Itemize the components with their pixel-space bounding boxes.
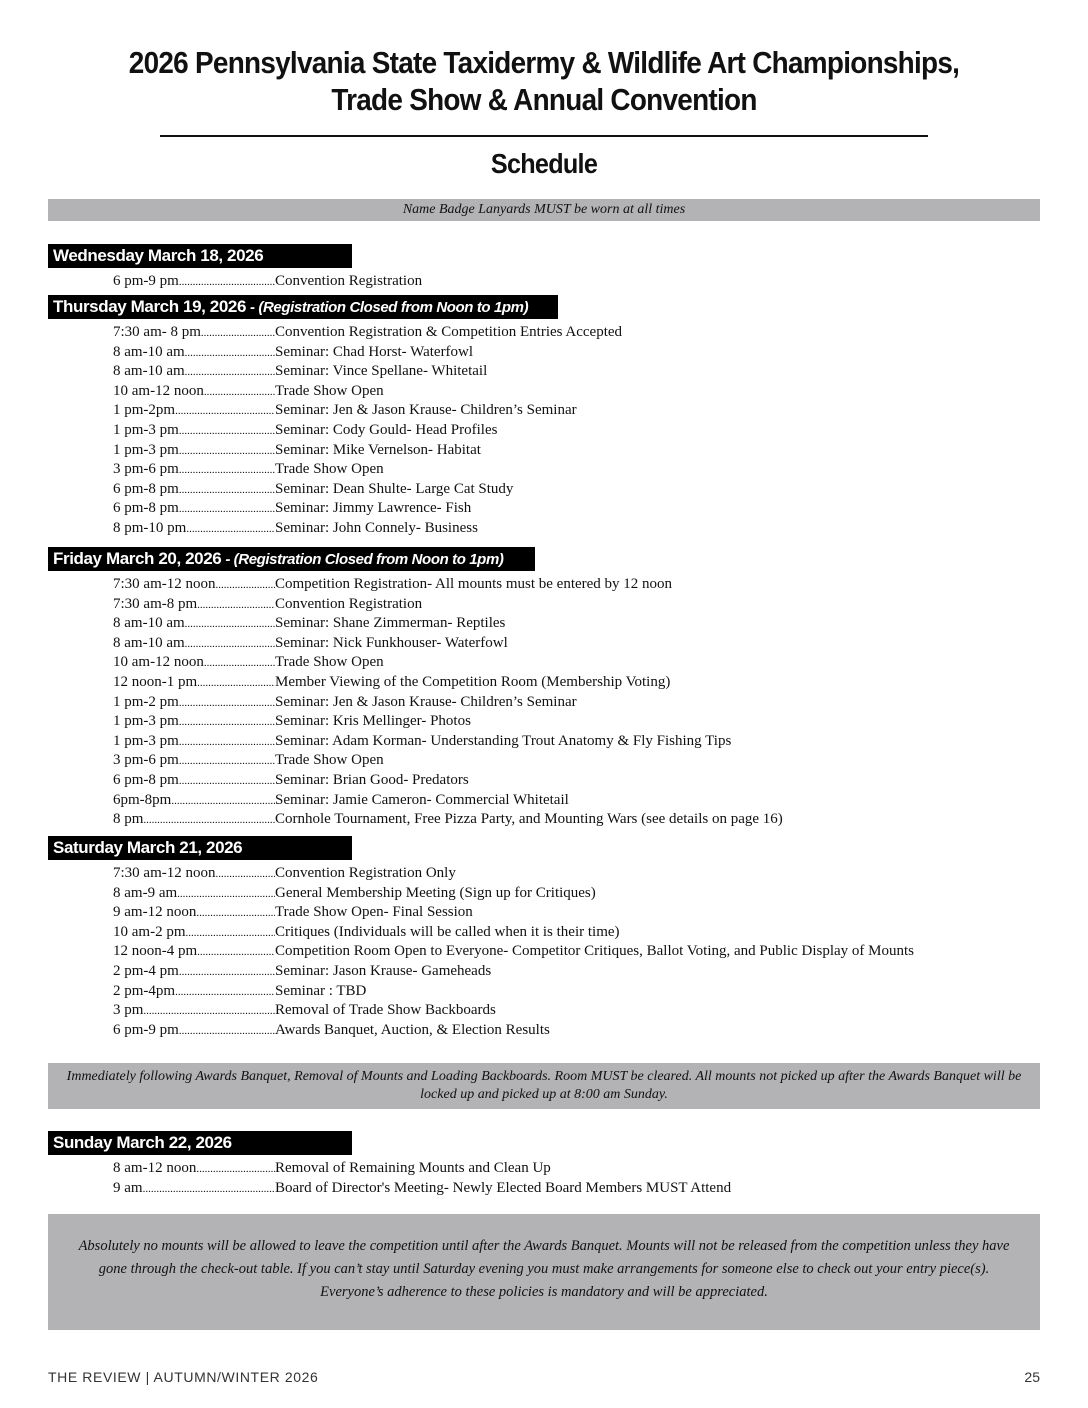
event-time: 1 pm-2pm .....	[113, 401, 275, 421]
event-time: 10 am-12 noon .....	[113, 382, 275, 402]
event-description: Removal of Remaining Mounts and Clean Up	[275, 1160, 551, 1176]
schedule-row	[48, 343, 622, 363]
event-time: 2 pm-4 pm .....	[113, 962, 275, 982]
event-time: 6 pm-9 pm .....	[113, 1021, 275, 1041]
event-time: 6 pm-8 pm .....	[113, 480, 275, 500]
day-header	[48, 295, 558, 319]
event-time: 1 pm-3 pm .....	[113, 421, 275, 441]
event-time: 1 pm-3 pm .....	[113, 732, 275, 752]
schedule-row	[48, 751, 783, 771]
schedule-row	[48, 771, 783, 791]
policy-note: Absolutely no mounts will be allowed to leave the competition until after the Awards Banquet. Mounts will not be released from the competition unless they have gone through the check-out table. If you can’t stay until Saturday evening you must make arrangements for someone else to check out your entry piece(s). Everyone’s adherence to these policies is mandatory and will be appreciated.	[48, 1214, 1040, 1330]
schedule-row	[48, 362, 622, 382]
event-time: 9 am .....	[113, 1179, 275, 1199]
event-description: Seminar: Adam Korman- Understanding Trout Anatomy & Fly Fishing Tips	[275, 732, 732, 749]
schedule-row	[48, 1001, 914, 1021]
event-description: General Membership Meeting (Sign up for Critiques)	[275, 884, 596, 901]
event-time: 3 pm-6 pm .....	[113, 460, 275, 480]
event-time: 3 pm-6 pm .....	[113, 751, 275, 771]
event-time: 7:30 am-8 pm .....	[113, 595, 275, 615]
event-description: Board of Director's Meeting- Newly Elected Board Members MUST Attend	[275, 1179, 732, 1196]
schedule-row	[48, 732, 783, 752]
schedule-row	[48, 942, 914, 962]
event-description: Convention Registration	[275, 273, 423, 289]
lanyard-notice: Name Badge Lanyards MUST be worn at all times	[48, 199, 1040, 221]
event-description: Critiques (Individuals will be called when it is their time)	[275, 923, 620, 940]
saturday-note: Immediately following Awards Banquet, Removal of Mounts and Loading Backboards. Room MUST be cleared. All mounts not picked up after the Awards Banquet will be locked up and picked up at 8:00 am Sunday.	[48, 1063, 1040, 1109]
schedule-row	[48, 499, 622, 519]
day-header	[48, 1131, 352, 1155]
schedule-row	[48, 673, 783, 693]
schedule-row	[48, 810, 783, 830]
event-description: Convention Registration & Competition Entries Accepted	[275, 324, 623, 340]
event-time: 6pm-8pm .....	[113, 791, 275, 811]
day-header	[48, 836, 352, 860]
day-note: - (Registration Closed from Noon to 1pm)	[225, 551, 504, 568]
day-thursday	[48, 295, 622, 539]
schedule-heading: Schedule	[490, 148, 598, 179]
event-time: 1 pm-2 pm .....	[113, 693, 275, 713]
schedule-row	[48, 595, 783, 615]
event-description: Seminar: Jason Krause- Gameheads	[275, 962, 492, 979]
schedule-row	[48, 401, 622, 421]
schedule-row	[48, 480, 622, 500]
event-time: 8 pm-10 pm .....	[113, 519, 275, 539]
event-description: Seminar: Mike Vernelson- Habitat	[275, 441, 481, 458]
schedule-row	[48, 575, 783, 595]
day-saturday	[48, 836, 914, 1040]
event-description: Seminar: Vince Spellane- Whitetail	[275, 363, 488, 380]
event-time: 12 noon-1 pm .....	[113, 673, 275, 693]
schedule-row	[48, 982, 914, 1002]
event-description: Seminar: Shane Zimmerman- Reptiles	[275, 615, 506, 632]
schedule-row	[48, 923, 914, 943]
day-label: Saturday March 21, 2026	[53, 838, 243, 857]
schedule-row	[48, 614, 783, 634]
schedule-row	[48, 382, 622, 402]
schedule-row	[48, 421, 622, 441]
day-header	[48, 547, 535, 571]
schedule-row	[48, 884, 914, 904]
event-time: 7:30 am- 8 pm .....	[113, 323, 275, 343]
event-time: 1 pm-3 pm .....	[113, 441, 275, 461]
event-description: Removal of Trade Show Backboards	[275, 1002, 496, 1019]
event-description: Trade Show Open	[275, 382, 384, 399]
page-number: 25	[1024, 1369, 1040, 1385]
event-description: Seminar: Chad Horst- Waterfowl	[275, 343, 474, 360]
event-time: 2 pm-4pm .....	[113, 982, 275, 1002]
schedule-row	[48, 791, 783, 811]
event-description: Competition Room Open to Everyone- Competitor Critiques, Ballot Voting, and Public Display of Mounts	[275, 943, 914, 960]
event-time: 8 am-12 noon .....	[113, 1159, 275, 1179]
event-description: Seminar: Jen & Jason Krause- Children’s Seminar	[275, 693, 577, 710]
event-description: Seminar: Kris Mellinger- Photos	[275, 713, 471, 730]
schedule-row	[48, 653, 783, 673]
event-description: Seminar: Jamie Cameron- Commercial Whitetail	[275, 791, 569, 808]
day-label: Sunday March 22, 2026	[53, 1133, 232, 1152]
event-time: 9 am-12 noon .....	[113, 903, 275, 923]
event-time: 6 pm-8 pm .....	[113, 499, 275, 519]
event-time: 8 am-10 am .....	[113, 362, 275, 382]
schedule-row	[48, 634, 783, 654]
schedule-row	[48, 864, 914, 884]
day-wednesday	[48, 244, 422, 292]
event-description: Trade Show Open	[275, 461, 384, 478]
event-description: Seminar: Jimmy Lawrence- Fish	[275, 500, 472, 517]
schedule-row	[48, 962, 914, 982]
event-time: 12 noon-4 pm .....	[113, 942, 275, 962]
schedule-row	[48, 441, 622, 461]
day-header	[48, 244, 352, 268]
day-label: Wednesday March 18, 2026	[53, 246, 264, 265]
event-time: 7:30 am-12 noon .....	[113, 864, 275, 884]
page-title	[54, 44, 1033, 118]
schedule-row	[48, 903, 914, 923]
schedule-row	[48, 1021, 914, 1041]
schedule-row	[48, 323, 622, 343]
event-time: 10 am-2 pm .....	[113, 923, 275, 943]
event-description: Competition Registration- All mounts must be entered by 12 noon	[275, 576, 673, 592]
event-time: 8 pm .....	[113, 810, 275, 830]
event-description: Seminar: Nick Funkhouser- Waterfowl	[275, 634, 508, 651]
event-description: Seminar: Jen & Jason Krause- Children’s Seminar	[275, 402, 577, 419]
day-sunday	[48, 1131, 731, 1198]
event-description: Convention Registration	[275, 595, 423, 612]
event-description: Trade Show Open- Final Session	[275, 904, 473, 921]
event-time: 8 am-10 am .....	[113, 614, 275, 634]
title-line-1: 2026 Pennsylvania State Taxidermy & Wildlife Art Championships,	[128, 45, 960, 80]
day-label: Thursday March 19, 2026	[53, 297, 247, 316]
event-description: Awards Banquet, Auction, & Election Results	[275, 1021, 550, 1038]
event-description: Seminar: John Connely- Business	[275, 519, 478, 536]
event-description: Cornhole Tournament, Free Pizza Party, and Mounting Wars (see details on page 16)	[275, 811, 783, 828]
event-description: Seminar: Cody Gould- Head Profiles	[275, 421, 498, 438]
event-time: 1 pm-3 pm .....	[113, 712, 275, 732]
event-description: Seminar : TBD	[275, 982, 367, 999]
event-time: 10 am-12 noon .....	[113, 653, 275, 673]
day-note: - (Registration Closed from Noon to 1pm)	[250, 299, 529, 316]
schedule-row	[48, 693, 783, 713]
event-time: 8 am-9 am .....	[113, 884, 275, 904]
divider	[160, 135, 928, 137]
event-description: Convention Registration Only	[275, 865, 456, 881]
schedule-row	[48, 519, 622, 539]
schedule-row	[48, 712, 783, 732]
event-time: 7:30 am-12 noon .....	[113, 575, 275, 595]
event-description: Member Viewing of the Competition Room (Membership Voting)	[275, 673, 671, 690]
event-time: 6 pm-8 pm .....	[113, 771, 275, 791]
event-time: 6 pm-9 pm .....	[113, 272, 275, 292]
event-time: 8 am-10 am .....	[113, 634, 275, 654]
day-label: Friday March 20, 2026	[53, 549, 222, 568]
event-description: Trade Show Open	[275, 654, 384, 671]
footer-publication: THE REVIEW | AUTUMN/WINTER 2026	[48, 1369, 319, 1385]
event-description: Trade Show Open	[275, 752, 384, 769]
event-time: 3 pm .....	[113, 1001, 275, 1021]
event-description: Seminar: Brian Good- Predators	[275, 771, 469, 788]
event-description: Seminar: Dean Shulte- Large Cat Study	[275, 480, 514, 497]
schedule-row	[48, 460, 622, 480]
title-line-2: Trade Show & Annual Convention	[331, 82, 757, 117]
schedule-row	[48, 272, 422, 292]
day-friday	[48, 547, 783, 830]
schedule-row	[48, 1159, 731, 1179]
event-time: 8 am-10 am .....	[113, 343, 275, 363]
schedule-row	[48, 1179, 731, 1199]
